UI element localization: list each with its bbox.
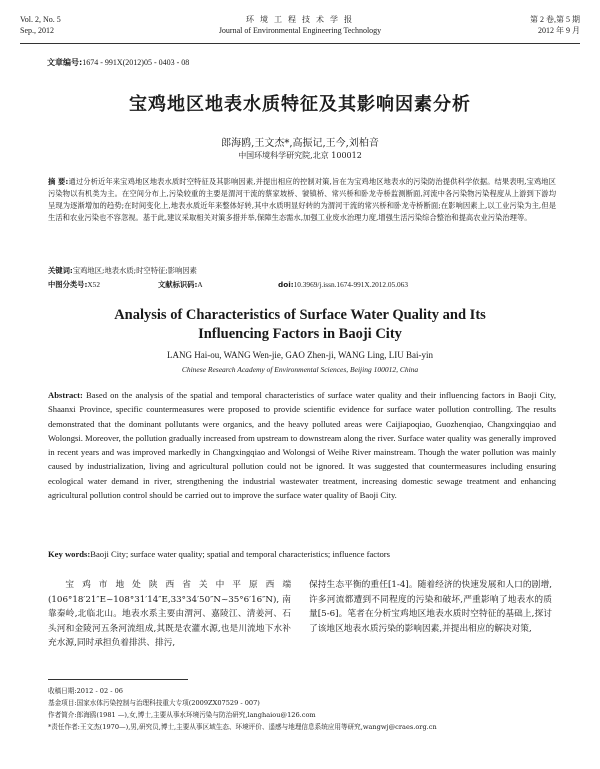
title-en-line-1: Analysis of Characteristics of Surface Water Quality and Its — [114, 307, 486, 323]
footnote-corresponding: *责任作者:王文杰(1970—),男,研究员,博士,主要从事区域生态、环境评价、遥感与地理信息系统应用等研究,wangwj@craes.org.cn — [48, 723, 437, 731]
clc-code — [48, 280, 158, 290]
doc-code-value: A — [197, 280, 203, 289]
volume-issue-cn — [530, 14, 580, 36]
title-en — [0, 306, 600, 344]
affiliation-en: Chinese Research Academy of Environmental Sciences, Beijing 100012, China — [181, 365, 419, 374]
abstract-cn — [48, 176, 556, 224]
doi[interactable] — [278, 280, 408, 289]
keywords-en-label: Key words: — [48, 549, 91, 559]
doi-value[interactable]: 10.3969/j.issn.1674-991X.2012.05.063 — [293, 280, 408, 289]
article-number — [47, 57, 189, 68]
keywords-cn — [48, 266, 556, 276]
keywords-cn-label: 关键词: — [48, 266, 73, 275]
body-column-right — [309, 578, 552, 636]
volume-line-cn: 第 2 卷,第 5 期 — [530, 15, 580, 24]
authors-cn: 郎海鸥,王文杰*,高振记,王今,刘柏音 — [221, 138, 379, 149]
doc-code-label: 文献标识码: — [158, 280, 198, 289]
journal-name — [20, 14, 580, 36]
classification-line — [48, 280, 556, 290]
journal-header — [20, 14, 580, 42]
affiliation-cn: 中国环境科学研究院,北京 100012 — [238, 151, 362, 160]
clc-value: X52 — [87, 280, 100, 289]
article-number-value: 1674 - 991X(2012)05 - 0403 - 08 — [82, 58, 190, 67]
footnote-author: 作者简介:郎海鸥(1981 —),女,博士,主要从事水环境污染与防治研究,langhaiou@126.com — [48, 711, 316, 719]
title-cn: 宝鸡地区地表水质特征及其影响因素分析 — [129, 94, 471, 115]
body-paragraph: 宝鸡市地处陕西省关中平原西端(106°18′21″E~108°31′14″E,33°34′50″N~35°6′16″N),南靠秦岭,北临北山。地表水系主要由渭河、嘉陵江、清姜河、石头河和金陵河五条河流组成,其既是农灌水源,也是川流地下水补充水源,同时承担负着排洪、排污, — [48, 580, 291, 649]
body-column-left — [48, 578, 291, 651]
abstract-cn-label: 摘 要: — [48, 177, 69, 186]
footnote-received: 收稿日期:2012 - 02 - 06 — [48, 687, 123, 695]
journal-name-cn: 环 境 工 程 技 术 学 报 — [246, 15, 354, 24]
date-line-cn: 2012 年 9 月 — [538, 26, 580, 35]
body-paragraph: 保持生态平衡的重任[1-4]。随着经济的快速发展和人口的剧增,许多河流都遭到不同程度的污染和破坏,严重影响了地表水的质量[5-6]。笔者在分析宝鸡地区地表水质时空特征的基础上,探讨了该地区地表水质污染的影响因素,并提出相应的解决对策, — [309, 580, 552, 634]
abstract-en-label: Abstract: — [48, 390, 83, 400]
clc-label: 中图分类号: — [48, 280, 88, 289]
footnote-rule — [48, 679, 188, 680]
article-number-label: 文章编号: — [47, 58, 83, 67]
abstract-en-text: Based on the analysis of the spatial and temporal characteristics of surface water quality and their influencing factors in Baoji City, Shaanxi Province, specific countermeasures were proposed to provide scientific evidence for surface water pollution controlling. The results demonstrated that the dominant pollutants were organics, and the heavy polluted areas were Caijiapoqiao, Guozhenqiao, Changxingqiao and Wolongsi. Moreover, the pollution gradually increased from upstream to downstream along the river. Surface water quality was generally improved in recent years and was improved markedly in Changxingqiao and Wolongsi of Weihe River mainstream. Though the water pollution was mainly caused by industrialization, living and agricultural pollution could not be ignored. It was suggested that countermeasures including ensuring ecological water demand in river, strengthening the industrial wastewater treatment, increasing domestic sewage treatment and enhancing agricultural pollution control should be carried out to improve the surface water quality of Baoji City. — [48, 390, 556, 501]
authors-en: LANG Hai-ou, WANG Wen-jie, GAO Zhen-ji, WANG Ling, LIU Bai-yin — [167, 350, 433, 360]
abstract-cn-text: 通过分析近年来宝鸡地区地表水质时空特征及其影响因素,并提出相应的控制对策,旨在为宝鸡地区地表水的污染防治提供科学依据。结果表明,宝鸡地区污染物以有机类为主。在空间分布上,污染较重的主要是渭河干流的蔡家坡桥、虢镇桥、常兴桥和卧龙寺桥监测断面,河流中各污染物污染程度从上游到下游均呈现为逐渐增加的趋势;在时间变化上,地表水质近年来整体好转,其中水质明显好转的为渭河干流的常兴桥和卧龙寺桥断面;在影响因素上,以工业污染为主,但是生活和农业污染也不容忽视。基于此,建议采取相关对策多措并举,保障生态需水,加强工业废水治理力度,增强生活污染综合整治和提高农业污染治理等。 — [48, 177, 556, 222]
keywords-cn-text: 宝鸡地区;地表水质;时空特征;影响因素 — [72, 266, 197, 275]
journal-name-en: Journal of Environmental Engineering Technology — [218, 26, 382, 35]
keywords-en — [48, 549, 556, 559]
keywords-en-text: Baoji City; surface water quality; spatial and temporal characteristics; influence factors — [90, 549, 390, 559]
title-en-line-2: Influencing Factors in Baoji City — [198, 326, 402, 342]
abstract-en — [48, 388, 556, 502]
date-line-en: Sep., 2012 — [20, 26, 54, 35]
volume-line: Vol. 2, No. 5 — [20, 15, 61, 24]
footnote-fund: 基金项目:国家水体污染控制与治理科技重大专项(2009ZX07529 - 007) — [48, 699, 260, 707]
header-rule — [20, 43, 580, 44]
doi-label: doi: — [278, 280, 294, 289]
doc-code — [158, 280, 278, 290]
